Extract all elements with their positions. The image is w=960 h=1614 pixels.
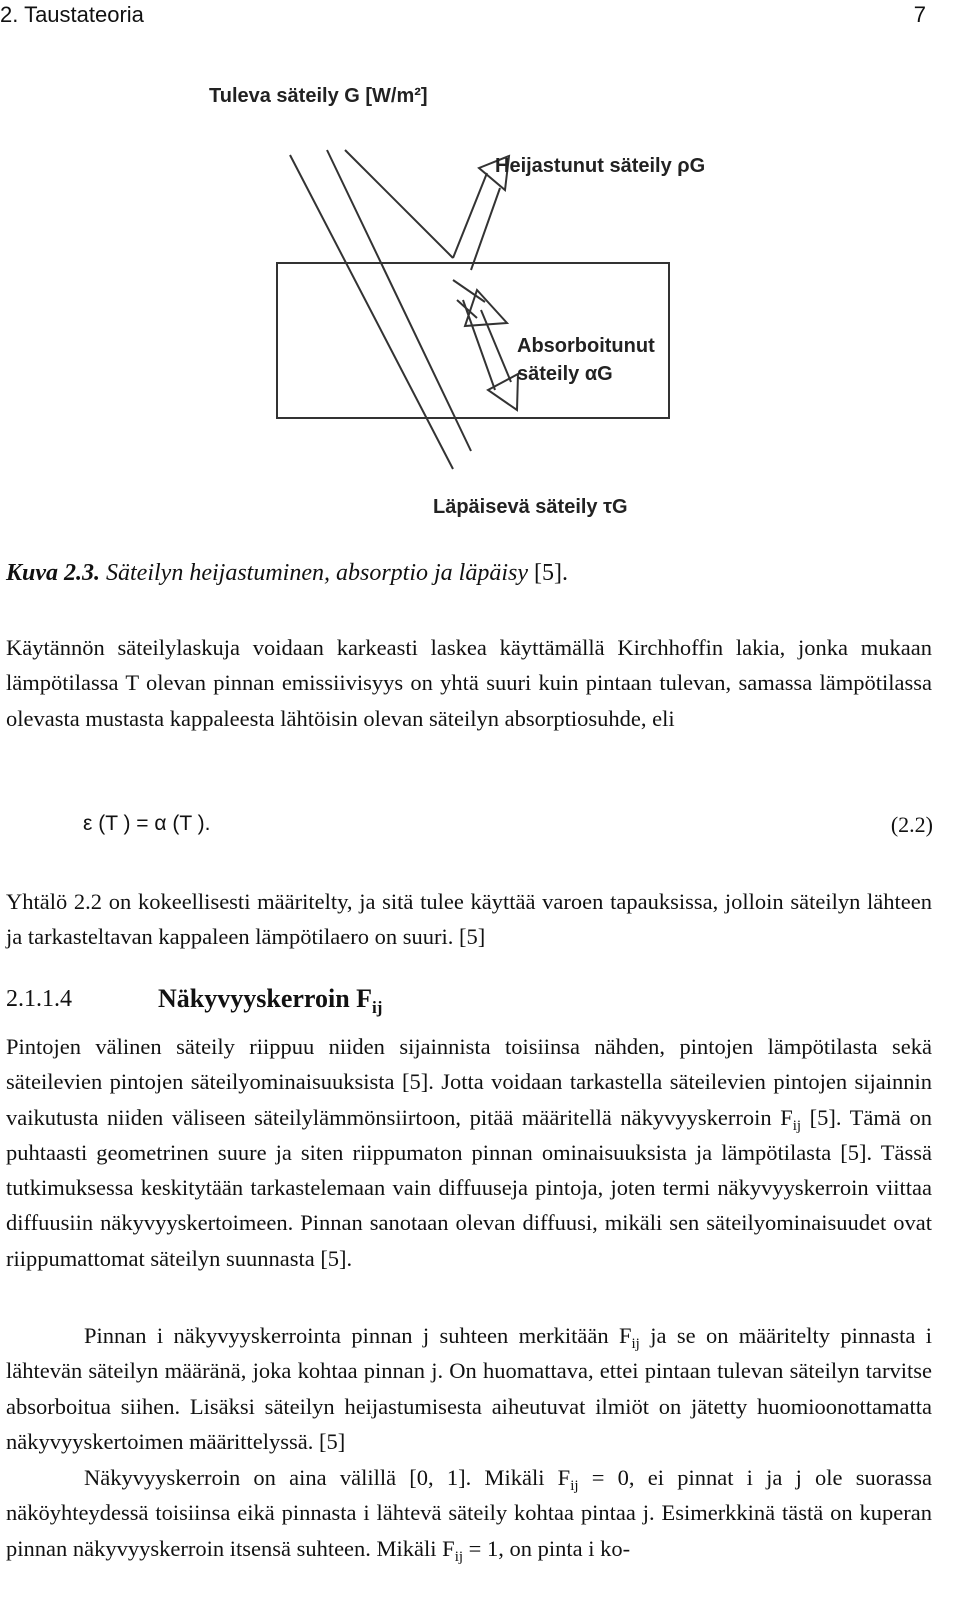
- subscript-ij: ij: [631, 1336, 640, 1352]
- absorbed-arrow-top: [453, 280, 485, 302]
- caption-text: Säteilyn heijastuminen, absorptio ja läpäisy: [100, 560, 528, 586]
- label-transmitted: Läpäisevä säteily τG: [433, 496, 628, 518]
- reflected-arrow-left: [453, 173, 487, 258]
- subscript-ij: ij: [792, 1117, 802, 1134]
- caption-ref: [5].: [527, 560, 568, 586]
- equation-number: (2.2): [890, 812, 933, 837]
- transmitted-arrow-left: [463, 300, 495, 390]
- section-title: Näkyvyyskerroin $F_{ij}$: [158, 984, 383, 1017]
- transmitted-arrow-head: [488, 374, 518, 410]
- subscript-ij: ij: [570, 1478, 579, 1494]
- page-number: 7: [913, 2, 926, 27]
- chapter-title: 2. Taustateoria: [0, 2, 144, 27]
- label-incoming: Tuleva säteily G [W/m²]: [209, 85, 428, 107]
- transmitted-arrow-right: [481, 310, 511, 382]
- equation-2-2: [83, 812, 933, 836]
- equation-expression: ε (T ) = α (T ).: [83, 812, 211, 835]
- paragraph-kirchhoff: Käytännön säteilylaskuja voidaan karkeasti laskea käyttämällä Kirchhoffin lakia, jonka mukaan lämpötilassa T olevan pinnan emissiivisyys on yhtä suuri kuin pintaan tulevan, samassa lämpötilassa olevasta mustasta kappaleesta lähtöisin olevan säteilyn absorptiosuhde, eli: [6, 635, 932, 731]
- label-absorbed-2: säteily αG: [517, 363, 613, 385]
- paragraph-view-factor-intro: Pintojen välinen säteily riippuu niiden sijainnista toisiinsa nähden, pintojen lämpötilasta sekä säteilevien pintojen säteilyominaisuuksista [5]. Jotta voidaan tarkastella säteilevien pintojen sijainnin vaikutusta niiden väliseen säteilylämmönsiirtoon, pitää määritellä näkyvyyskerroin $F_{ij}$ [5]. Tämä on puhtaasti geometrinen suure ja siten riippumaton pinnan ominaisuuksista ja lämpötilasta [5]. Tässä tutkimuksessa keskitytään tarkastelemaan vain diffuuseja pintoja, joten termi näkyvyyskerroin viittaa diffuusiin näkyvyyskertoimeen. Pinnan sanotaan olevan diffuusi, mikäli sen säteilyominaisuudet ovat riippumattomat säteilyn suunnasta [5].: [6, 1034, 932, 1271]
- incoming-beam-right: [345, 150, 453, 258]
- page-header: [0, 0, 960, 30]
- paragraph-view-factor-definition: Pinnan i näkyvyyskerrointa pinnan j suhteen merkitään $F_{ij}$ ja se on määritelty pinnasta i lähtevän säteilyn määränä, joka kohtaa pinnan j. On huomattava, ettei pintaan tulevan säteilyn tarvitse absorboitua siihen. Lisäksi säteilyn heijastumisesta aiheutuvat ilmiöt on jätetty huomioonottamatta näkyvyyskertoimen määrittelyssä. [5]: [6, 1323, 932, 1454]
- section-heading: [6, 982, 932, 1022]
- radiation-figure: [195, 70, 755, 540]
- paragraph-view-factor-range: Näkyvyyskerroin on aina välillä [0, 1]. Mikäli $F_{ij} = 0$, ei pinnat i ja j ole suorassa näköyhteydessä toisiinsa eikä pinnasta i lähtevä säteily kohtaa pintaa j. Esimerkkinä tästä on kuperan pinnan näkyvyyskerroin itsensä suhteen. Mikäli $F_{ij} = 1$, on pinta i ko-: [6, 1465, 932, 1565]
- paragraph-equation-note: Yhtälö 2.2 on kokeellisesti määritelty, ja sitä tulee käyttää varoen tapauksissa, jolloin säteilyn lähteen ja tarkasteltavan kappaleen lämpötilaero on suuri. [5]: [6, 889, 932, 950]
- caption-label: Kuva 2.3.: [6, 560, 101, 586]
- figure-caption: [6, 560, 568, 587]
- section-number: 2.1.1.4: [6, 986, 72, 1012]
- subscript-ij: ij: [454, 1548, 464, 1565]
- radiation-diagram: [195, 70, 755, 540]
- label-reflected: Heijastunut säteily ρG: [495, 155, 706, 177]
- section-title-subscript: ij: [372, 998, 383, 1017]
- incoming-beam-middle: [327, 150, 471, 451]
- label-absorbed-1: Absorboitunut: [517, 335, 655, 357]
- incoming-beam-left: [290, 155, 453, 469]
